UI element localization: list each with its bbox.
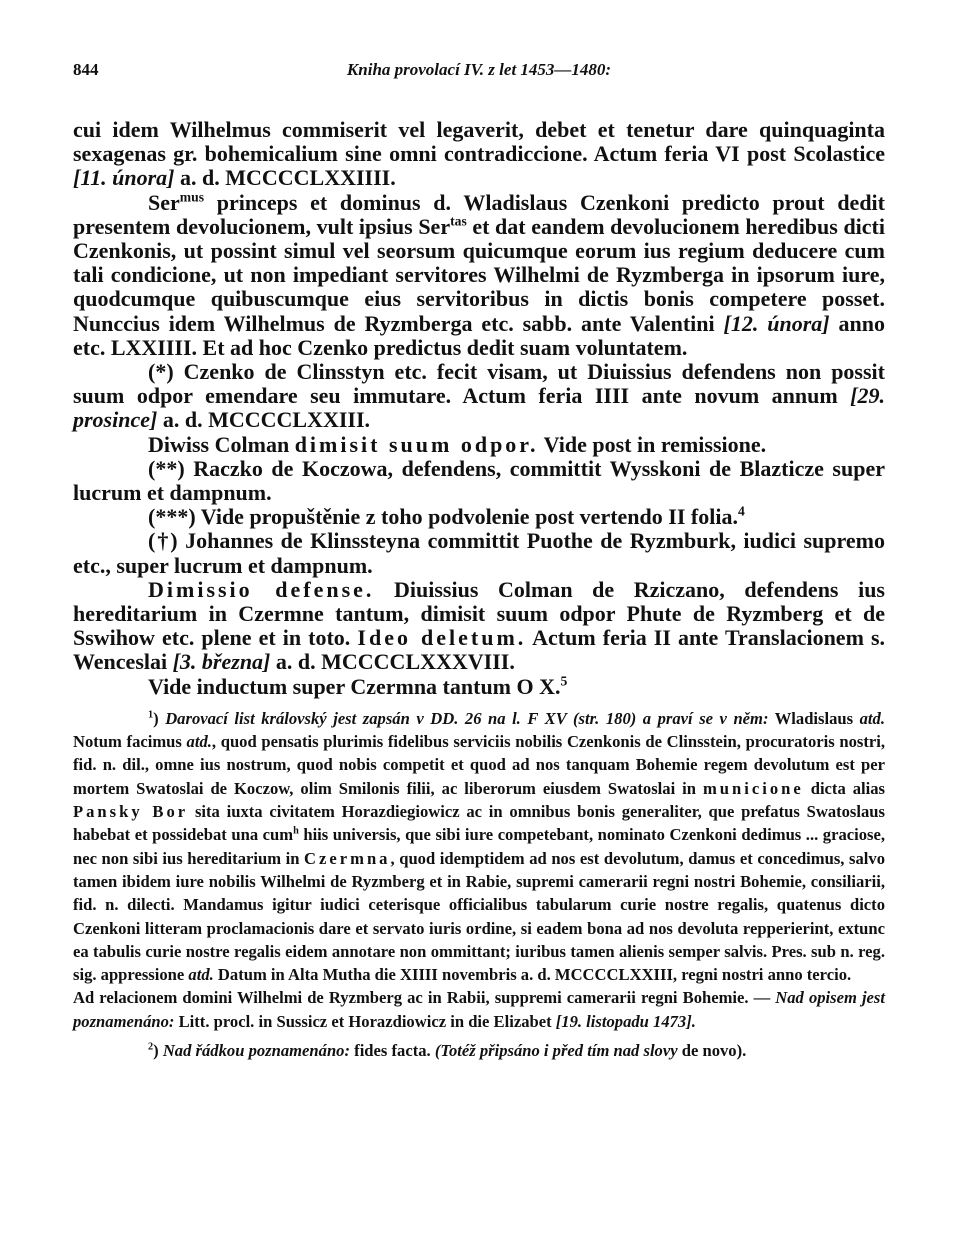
footnote-mark: 2 bbox=[148, 1041, 154, 1053]
spaced-text: Dimissio defense. bbox=[148, 576, 375, 602]
page-number: 844 bbox=[73, 60, 99, 79]
footnote-ref: 5 bbox=[560, 673, 568, 689]
paragraph-3: (*) Czenko de Clinsstyn etc. fecit visam, ut Diuissius defendens non possit suum odpor emendare seu immutare. Actum feria IIII ante novum annum [29. prosince] a. d. MCCCCLXXIII. bbox=[73, 359, 885, 433]
paragraph-6: (***) Vide propuštěnie z toho podvolenie post vertendo II folia.$^4$ bbox=[148, 503, 745, 530]
footnote-1-continuation: Ad relacionem domini Wilhelmi de Ryzmberg ac in Rabii, suppremi camerarii regni Bohemie. — Nad opisem jest poznamenáno: Litt. procl. in Sussicz et Horazdiowicz in die Elizabet [19. listopadu 1473]. bbox=[73, 988, 885, 1031]
footnotes bbox=[73, 707, 885, 1062]
paragraph-5: (**) Raczko de Koczowa, defendens, committit Wysskoni de Blazticze super lucrum et dampnum. bbox=[73, 455, 885, 506]
spaced-text: dimisit suum odpor. bbox=[294, 431, 539, 457]
date-note: [11. února] bbox=[73, 165, 175, 191]
footnote-1: $^1$) Darovací list královský jest zapsán v DD. 26 na l. F XV (str. 180) a praví se v něm: Wladislaus atd. Notum facimus atd., quod pensatis plurimis fidelibus serviciis nobilis Czenkonis de Clinsstein, procuratoris nostri, fid. n. dil., omne ius nostrum, quod nobis competit et quod ad nos tanquam Bohemie regem devolutum est per mortem Swatoslai de Koczow, olim Smilonis filii, ac liberorum eiusdem Swatoslai in municione dicta alias Pansky Bor sita iuxta civitatem Horazdiegiowicz ac in omnibus bonis generaliter, que prefatus Swatoslaus habebat et possidebat una cum$^h$ hiis universis, que sibi iure competebant, nominato Czenkoni dedimus ... graciose, nec non sibi ius hereditarium in Czermna, quod idemptidem ad nos est devolutum, damus et concedimus, salvo tamen ibidem iure nobilis Wilhelmi de Ryzmberg et in Rabie, supremi camerarii regni nostri Bohemie, consiliarii, fid. n. dilecti. Mandamus igitur iudici ceterisque officialibus tabularum curie nostre regalis, quatenus dicto Czenkoni litteram proclamacionis dare et servato iuris ordine, si eadem bona ad nos devoluta repperierint, extunc ea tabulis curie nostre regalis eidem annotare non ommittant; iuribus tamen alienis semper salvis. Pres. sub n. reg. sig. appressione atd. Datum in Alta Mutha die XIIII novembris a. d. MCCCCLXXIII, regni nostri anno tercio. bbox=[73, 708, 885, 985]
date-note: [29. prosince] bbox=[73, 383, 885, 433]
page-header bbox=[73, 60, 885, 90]
footnote-mark: 1 bbox=[148, 709, 154, 721]
paragraph-4: Diwiss Colman dimisit suum odpor. Vide post in remissione. bbox=[148, 431, 767, 457]
main-text bbox=[73, 118, 885, 699]
paragraph-7: (†) Johannes de Klinssteyna committit Puothe de Ryzmburk, iudici supremo etc., super lucrum et dampnum. bbox=[73, 528, 885, 578]
footnote-ref: 4 bbox=[737, 503, 745, 519]
date-note: [12. února] bbox=[723, 310, 830, 336]
date-note: [3. března] bbox=[172, 649, 271, 675]
paragraph-2: Ser$^{mus}$ princeps et dominus d. Wladislaus Czenkoni predicto prout dedit presentem devolucionem, vult ipsius Ser$^{tas}$ et dat eandem devolucionem heredibus dicti Czenkonis, ut possint simul vel seorsum quicumque eorum ius regium deducere cum tali condicione, ut non impediant servitores Wilhelmi de Ryzmberga in ipsorum iure, quodcumque quibuscumque eius servitoribus in dictis bonis competere posset. Nunccius idem Wilhelmus de Ryzmberga etc. sabb. ante Valentini [12. února] anno etc. LXXIIII. Et ad hoc Czenko predictus dedit suam voluntatem. bbox=[73, 189, 886, 360]
spaced-text: Ideo deletum. bbox=[357, 625, 527, 651]
paragraph-9: Vide inductum super Czermna tantum O X.$^5$ bbox=[148, 673, 568, 699]
running-title: Kniha provolací IV. z let 1453—1480: bbox=[346, 60, 612, 79]
paragraph-8: Dimissio defense. Diuissius Colman de Rziczano, defendens ius hereditarium in Czermne tantum, dimisit suum odpor Phute de Ryzmberg et de Sswihow etc. plene et in toto. Ideo deletum. Actum feria II ante Translacionem s. Wenceslai [3. března] a. d. MCCCCLXXXVIII. bbox=[73, 576, 886, 675]
paragraph-1: cui idem Wilhelmus commiserit vel legaverit, debet et tenetur dare quinquaginta sexagenas gr. bohemicalium sine omni contradiccione. Actum feria VI post Scolastice [11. února] a. d. MCCCCLXXIIII. bbox=[73, 117, 885, 191]
footnote-2: $^2$) Nad řádkou poznamenáno: fides facta. (Totéž připsáno i před tím nad slovy de novo). bbox=[148, 1041, 747, 1061]
page bbox=[73, 60, 885, 1062]
